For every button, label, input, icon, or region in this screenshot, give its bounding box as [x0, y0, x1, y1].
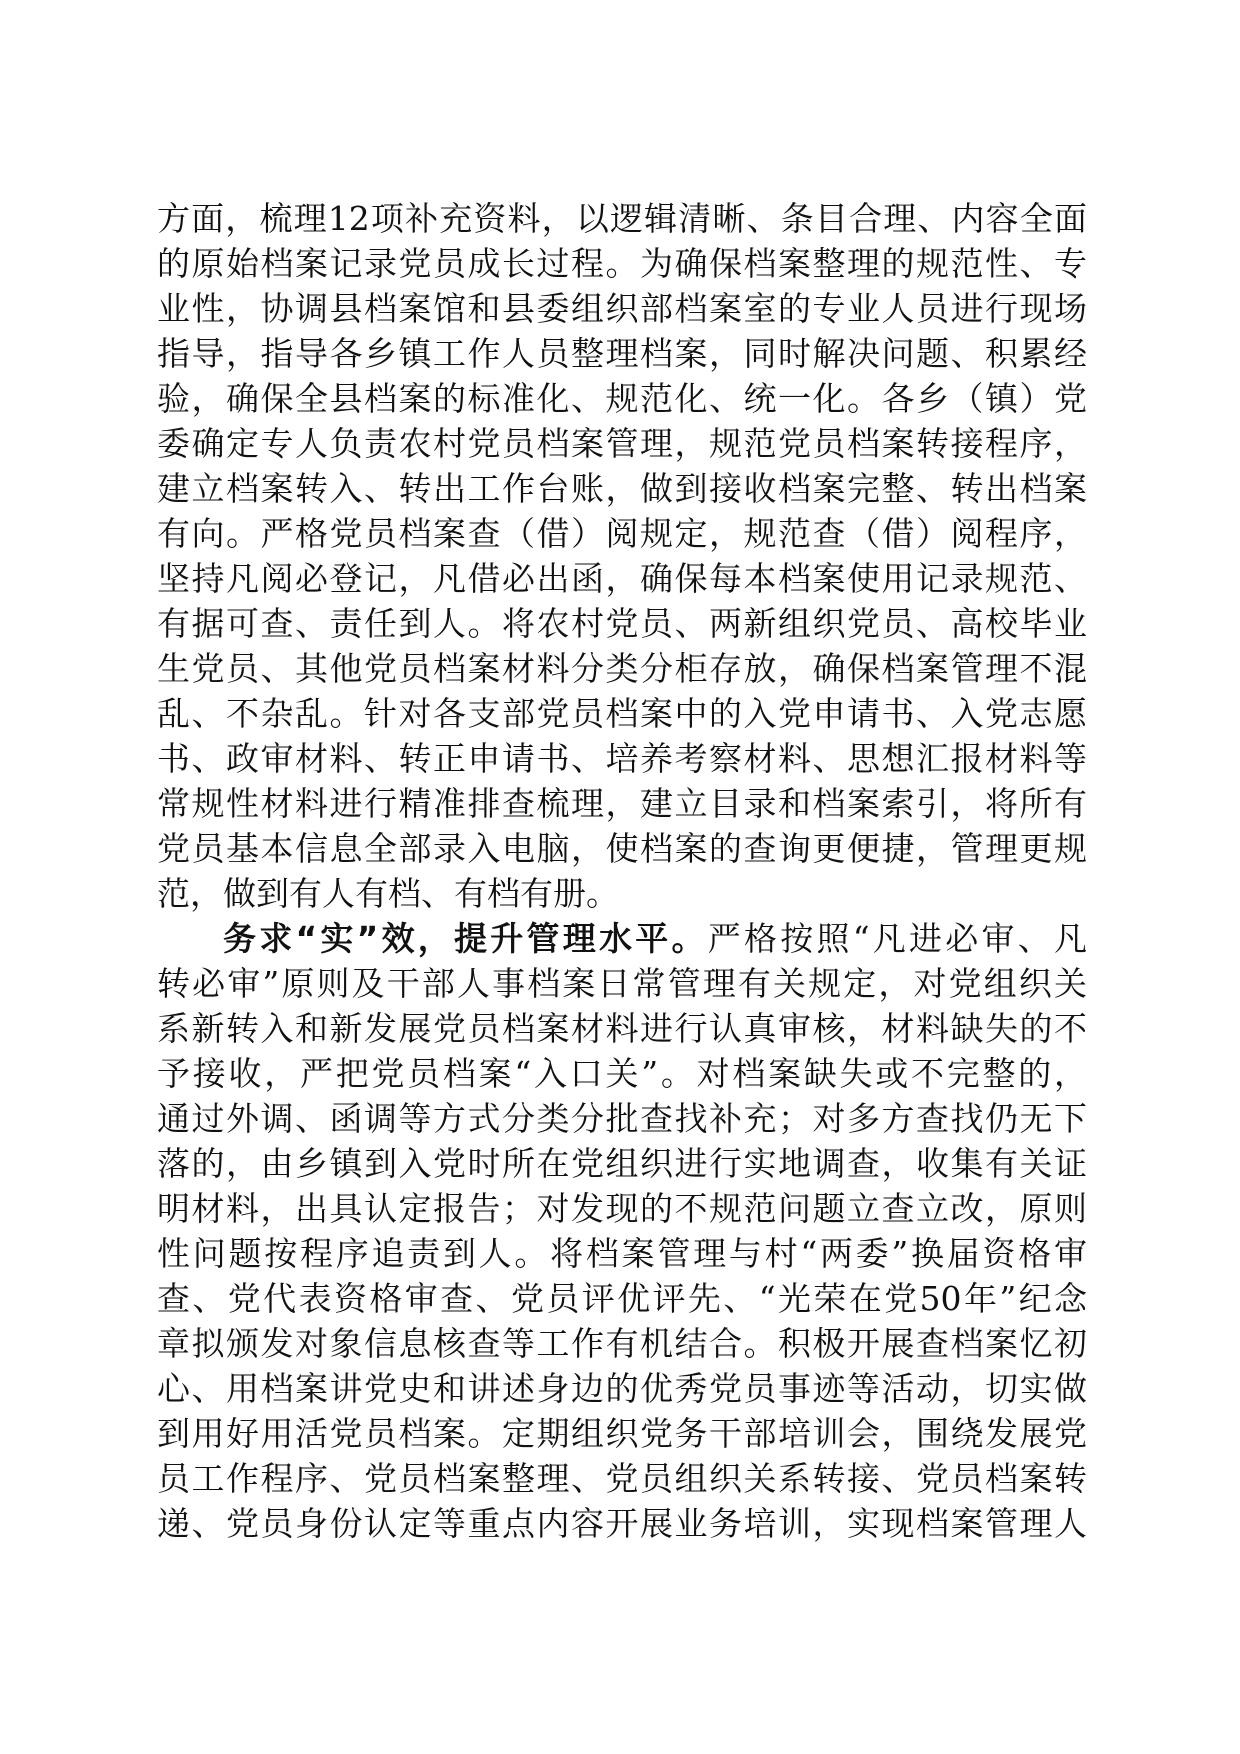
text-line: 予接收，严把党员档案“入口关”。对档案缺失或不完整的， — [157, 1054, 1087, 1093]
text-line: 业性，协调县档案馆和县委组织部档案室的专业人员进行现场 — [157, 289, 1087, 328]
text-line: 通过外调、函调等方式分类分批查找补充；对多方查找仍无下 — [157, 1099, 1087, 1138]
text-line: 建立档案转入、转出工作台账，做到接收档案完整、转出档案 — [157, 469, 1087, 508]
text-line: 有向。严格党员档案查（借）阅规定，规范查（借）阅程序， — [157, 514, 1087, 553]
text-line: 常规性材料进行精准排查梳理，建立目录和档案索引，将所有 — [157, 784, 1087, 823]
text-line: 乱、不杂乱。针对各支部党员档案中的入党申请书、入党志愿 — [157, 694, 1087, 733]
text-line: 递、党员身份认定等重点内容开展业务培训，实现档案管理人 — [157, 1504, 1087, 1543]
text-line: 生党员、其他党员档案材料分类分柜存放，确保档案管理不混 — [157, 649, 1087, 688]
text-line: 落的，由乡镇到入党时所在党组织进行实地调查，收集有关证 — [157, 1144, 1087, 1183]
paragraph-archive-organization — [157, 196, 1087, 916]
text-line: 党员基本信息全部录入电脑，使档案的查询更便捷，管理更规 — [157, 829, 1087, 868]
paragraph-heading: 务求“实”效，提升管理水平。 — [223, 919, 708, 958]
text-line: 指导，指导各乡镇工作人员整理档案，同时解决问题、积累经 — [157, 334, 1087, 373]
text-line: 书、政审材料、转正申请书、培养考察材料、思想汇报材料等 — [157, 739, 1087, 778]
text-line: 有据可查、责任到人。将农村党员、两新组织党员、高校毕业 — [157, 604, 1087, 643]
text-line: 系新转入和新发展党员档案材料进行认真审核，材料缺失的不 — [157, 1009, 1087, 1048]
text-line-first — [157, 916, 1087, 961]
text-line: 坚持凡阅必登记，凡借必出函，确保每本档案使用记录规范、 — [157, 559, 1087, 598]
document-body — [157, 196, 1087, 1546]
text-line: 的原始档案记录党员成长过程。为确保档案整理的规范性、专 — [157, 244, 1087, 283]
paragraph-lead-text: 严格按照“凡进必审、凡 — [707, 919, 1087, 958]
text-line: 章拟颁发对象信息核查等工作有机结合。积极开展查档案忆初 — [157, 1324, 1087, 1363]
paragraph-management-level — [157, 916, 1087, 1546]
text-line: 方面，梳理12项补充资料，以逻辑清晰、条目合理、内容全面 — [157, 199, 1087, 238]
text-line: 转必审”原则及干部人事档案日常管理有关规定，对党组织关 — [157, 964, 1087, 1003]
text-line: 员工作程序、党员档案整理、党员组织关系转接、党员档案转 — [157, 1459, 1087, 1498]
text-line: 到用好用活党员档案。定期组织党务干部培训会，围绕发展党 — [157, 1414, 1087, 1453]
text-line: 查、党代表资格审查、党员评优评先、“光荣在党50年”纪念 — [157, 1279, 1087, 1318]
text-line: 验，确保全县档案的标准化、规范化、统一化。各乡（镇）党 — [157, 379, 1087, 418]
text-line: 性问题按程序追责到人。将档案管理与村“两委”换届资格审 — [157, 1234, 1087, 1273]
text-line: 范，做到有人有档、有档有册。 — [157, 874, 619, 913]
text-line: 心、用档案讲党史和讲述身边的优秀党员事迹等活动，切实做 — [157, 1369, 1087, 1408]
text-line: 委确定专人负责农村党员档案管理，规范党员档案转接程序， — [157, 424, 1087, 463]
text-line: 明材料，出具认定报告；对发现的不规范问题立查立改，原则 — [157, 1189, 1087, 1228]
